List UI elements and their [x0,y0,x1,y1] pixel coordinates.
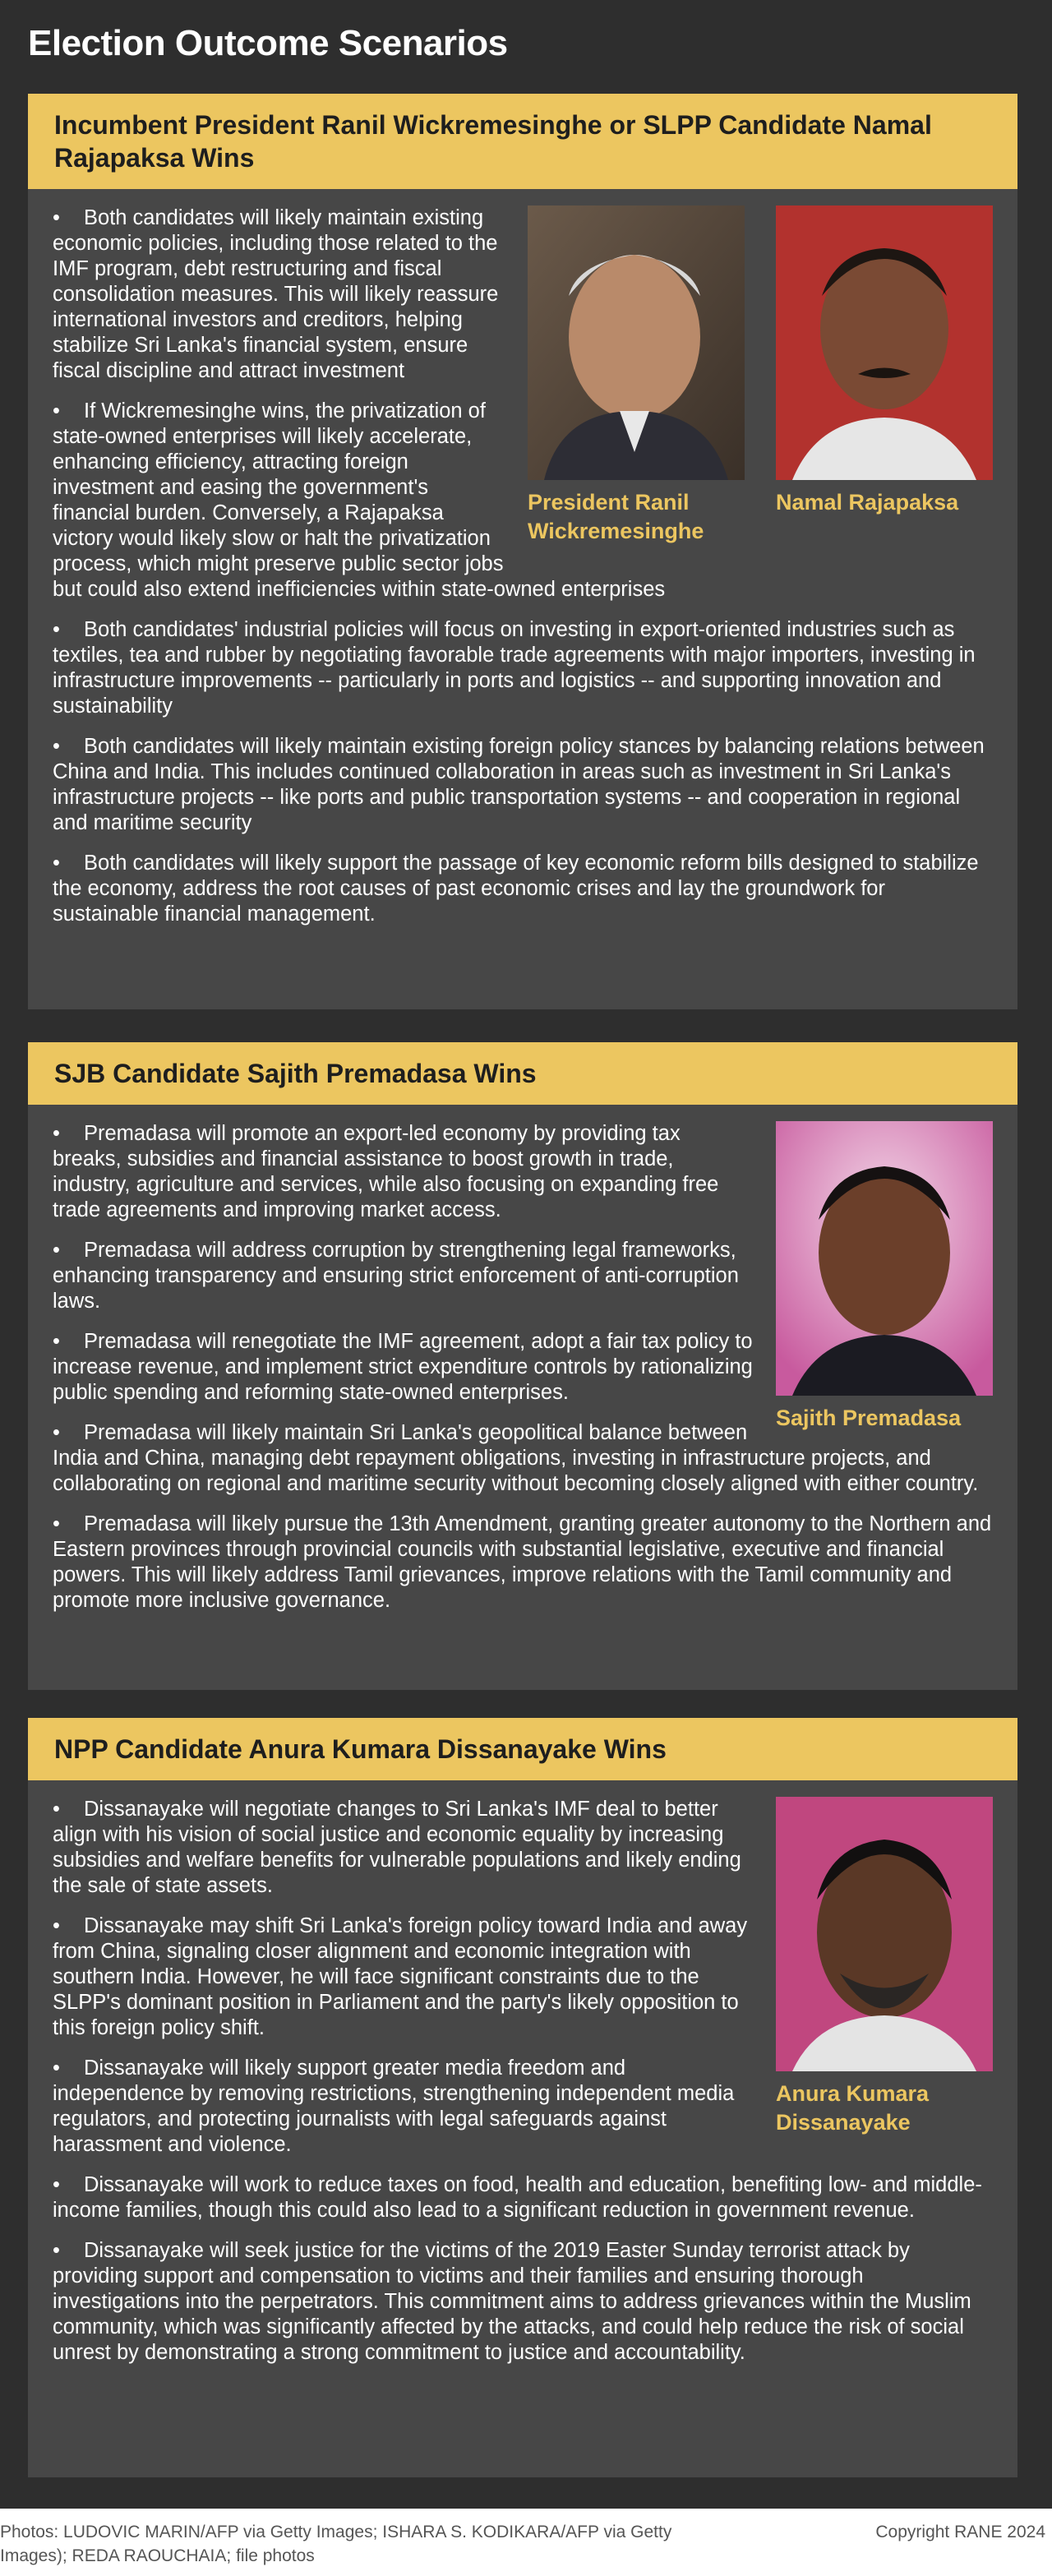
bullet-item: • Dissanayake may shift Sri Lanka's foreign policy toward India and away from China, signaling closer alignment and economic integration with southern India. However, he will face significant constraints due to the SLPP's dominant position in Parliament and the party's likely opposition to this foreign policy shift. [53,1914,748,2039]
bullet-item: • Both candidates will likely maintain existing foreign policy stances by balancing relations between China and India. This includes continued collaboration in areas such as investment in Sri Lanka's infrastructure projects -- like ports and public transportation systems -- and cooperation in regional and maritime security [53,735,985,834]
photo-card-dissanayake [776,1797,993,2137]
bullet-item: • Premadasa will address corruption by strengthening legal frameworks, enhancing transparency and ensuring strict enforcement of anti-corruption laws. [53,1239,739,1313]
bullet-item: • Dissanayake will seek justice for the victims of the 2019 Easter Sunday terrorist attack by providing support and compensation to victims and their families and ensuring thorough investigations into the perpetrators. This commitment aims to address grievances within the Muslim community, which was significantly affected by the attacks, and could help reduce the risk of social unrest by demonstrating a strong commitment to justice and accountability. [53,2239,971,2364]
copyright-notice: Copyright RANE 2024 [875,2523,1045,2541]
photo-card-rajapaksa [776,205,993,546]
section-body [28,1780,1017,2394]
section-header: NPP Candidate Anura Kumara Dissanayake Wins [28,1718,1017,1780]
portrait-photo-wickremesinghe [528,205,745,480]
bullet-item: • If Wickremesinghe wins, the privatization of state-owned enterprises will likely accelerate, enhancing efficiency, attracting foreign investment and easing the government's financial burden. Conversely, a Rajapaksa victory would likely slow or halt the privatization process, which might preserve public sector jobs but could also extend inefficiencies within state-owned enterprises [53,399,666,601]
section-body [28,189,1017,955]
portrait-photo-rajapaksa [776,205,993,480]
photo-card-premadasa [776,1121,993,1433]
section-dissanayake [28,1718,1017,2477]
footer [0,2509,1052,2576]
page-title: Election Outcome Scenarios [28,23,508,63]
bullet-item: • Dissanayake will likely support greater media freedom and independence by removing restrictions, strengthening independent media regulators, and protecting journalists with legal safeguards against harassment and violence. [53,2057,735,2156]
photo-caption: Namal Rajapaksa [776,490,959,515]
photo-caption: Sajith Premadasa [776,1406,962,1430]
bullet-item: • Dissanayake will negotiate changes to Sri Lanka's IMF deal to better align with his vision of social justice and economic equality by increasing subsidies and welfare benefits for vulnerable populations and likely ending the sale of state assets. [53,1798,741,1897]
bullet-item: • Premadasa will promote an export-led economy by providing tax breaks, subsidies and financial assistance to boost growth in trade, industry, agriculture and services, while also focusing on expanding free trade agreements and improving market access. [53,1122,719,1221]
photo-group [528,205,993,546]
photo-card-wickremesinghe [528,205,745,546]
bullet-item: • Dissanayake will work to reduce taxes on food, health and education, benefiting low- and middle-income families, though this could also lead to a significant reduction in government revenue. [53,2173,982,2222]
bullet-item: • Premadasa will likely pursue the 13th Amendment, granting greater autonomy to the Northern and Eastern provinces through provincial councils with substantial legislative, executive and financial powers. This will likely address Tamil grievances, improve relations with the Tamil community and promote more inclusive governance. [53,1512,992,1612]
photo-credits: Photos: LUDOVIC MARIN/AFP via Getty Images; ISHARA S. KODIKARA/AFP via Getty Images); REDA RAOUCHAIA; file photos [0,2523,672,2565]
portrait-photo-premadasa [776,1121,993,1396]
section-body [28,1105,1017,1641]
section-header: Incumbent President Ranil Wickremesinghe or SLPP Candidate Namal Rajapaksa Wins [28,94,1017,189]
photo-caption: President Ranil Wickremesinghe [528,490,704,543]
section-wickremesinghe-rajapaksa [28,94,1017,1009]
portrait-photo-dissanayake [776,1797,993,2071]
photo-caption: Anura Kumara Dissanayake [776,2081,930,2135]
bullet-item: • Both candidates will likely maintain existing economic policies, including those related to the IMF program, debt restructuring and fiscal consolidation measures. This will likely reassure international investors and creditors, helping stabilize Sri Lanka's financial system, ensure fiscal discipline and attract investment [53,206,499,382]
bullet-item: • Both candidates' industrial policies will focus on investing in export-oriented industries such as textiles, tea and rubber by negotiating favorable trade agreements with major importers, investing in infrastructure improvements -- particularly in ports and logistics -- and supporting innovation and sustainability [53,618,976,718]
bullet-item: • Premadasa will likely maintain Sri Lanka's geopolitical balance between India and China, managing debt repayment obligations, investing in infrastructure projects, and collaborating on regional and maritime security without becoming closely aligned with either country. [53,1421,979,1495]
bullet-item: • Both candidates will likely support the passage of key economic reform bills designed to stabilize the economy, address the root causes of past economic crises and lay the groundwork for sustainable financial management. [53,852,979,926]
section-header: SJB Candidate Sajith Premadasa Wins [28,1042,1017,1105]
section-premadasa [28,1042,1017,1690]
bullet-item: • Premadasa will renegotiate the IMF agreement, adopt a fair tax policy to increase revenue, and implement strict expenditure controls by rationalizing public spending and reforming state-owned enterprises. [53,1330,753,1404]
